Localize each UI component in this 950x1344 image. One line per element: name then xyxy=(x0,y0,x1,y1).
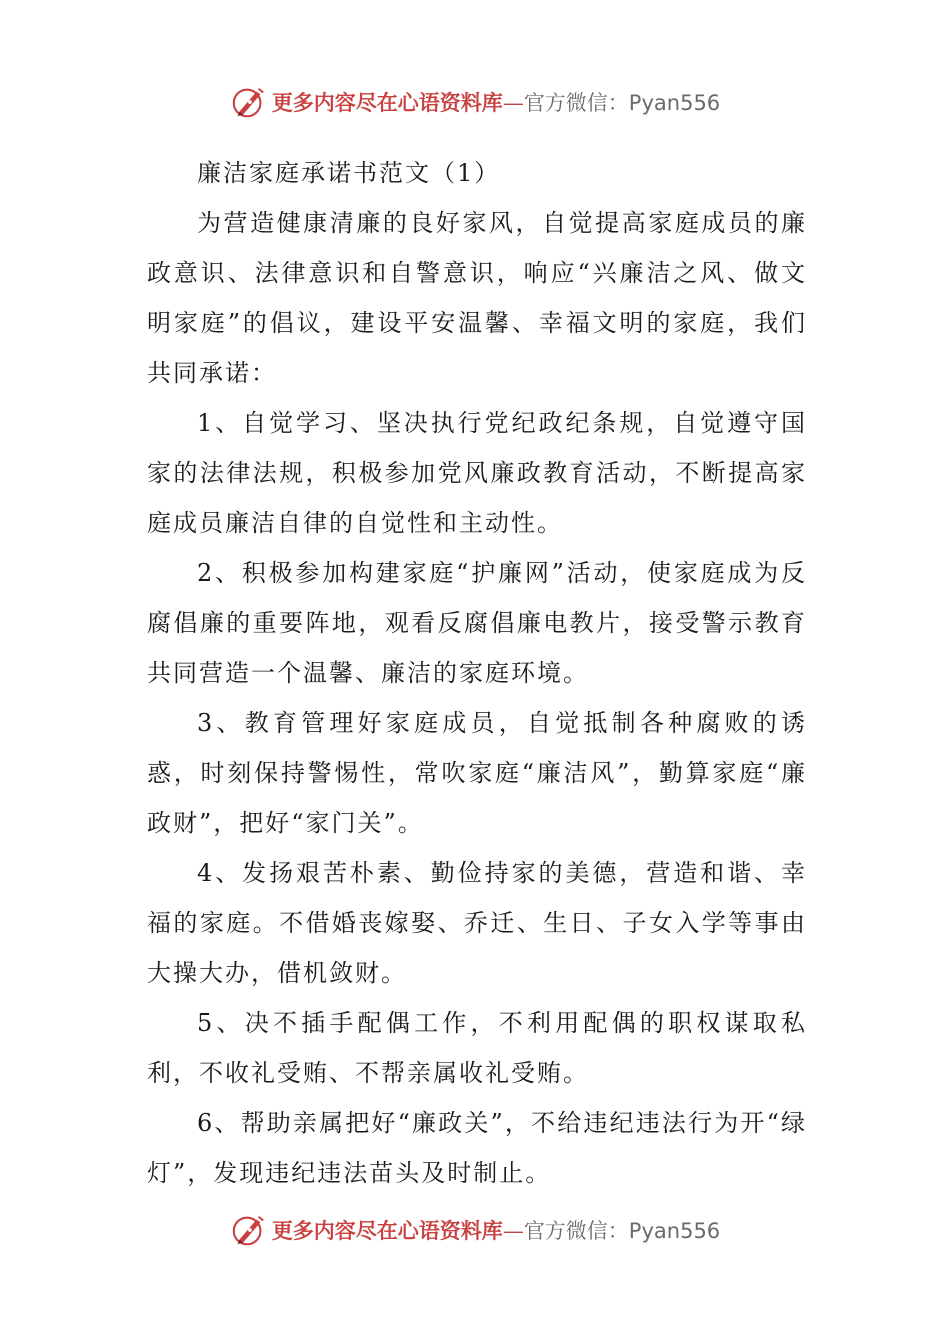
pen-logo-icon xyxy=(230,1211,268,1249)
pen-logo-icon xyxy=(230,83,268,121)
watermark-site: 更多内容尽在心语资料库 xyxy=(271,90,503,115)
watermark-dash: — xyxy=(502,91,524,115)
document-body xyxy=(147,148,807,1198)
watermark-dash: — xyxy=(502,1219,524,1243)
paragraph-item-6: 6、帮助亲属把好“廉政关”，不给违纪违法行为开“绿灯”，发现违纪违法苗头及时制止。 xyxy=(147,1109,807,1187)
paragraph-item-5: 5、决不插手配偶工作，不利用配偶的职权谋取私利，不收礼受贿、不帮亲属收礼受贿。 xyxy=(147,1009,807,1087)
paragraph-intro: 为营造健康清廉的良好家风，自觉提高家庭成员的廉政意识、法律意识和自警意识，响应“兴廉洁之风、做文明家庭”的倡议，建设平安温馨、幸福文明的家庭，我们共同承诺： xyxy=(147,209,807,387)
paragraph-item-4: 4、发扬艰苦朴素、勤俭持家的美德，营造和谐、幸福的家庭。不借婚丧嫁娶、乔迁、生日、子女入学等事由大操大办，借机敛财。 xyxy=(147,859,807,987)
paragraph-item-3: 3、教育管理好家庭成员，自觉抵制各种腐败的诱惑，时刻保持警惕性，常吹家庭“廉洁风”，勤算家庭“廉政财”，把好“家门关”。 xyxy=(147,709,807,837)
watermark-site: 更多内容尽在心语资料库 xyxy=(271,1218,503,1243)
watermark-text xyxy=(272,1215,720,1245)
watermark-text xyxy=(272,87,720,117)
watermark-contact: 官方微信：Pyan556 xyxy=(523,1219,721,1243)
paragraph-item-2: 2、积极参加构建家庭“护廉网”活动，使家庭成为反腐倡廉的重要阵地，观看反腐倡廉电教片，接受警示教育共同营造一个温馨、廉洁的家庭环境。 xyxy=(147,559,807,687)
watermark-header xyxy=(0,80,950,124)
watermark-footer xyxy=(0,1208,950,1252)
paragraph-item-1: 1、自觉学习、坚决执行党纪政纪条规，自觉遵守国家的法律法规，积极参加党风廉政教育活动，不断提高家庭成员廉洁自律的自觉性和主动性。 xyxy=(147,409,807,537)
watermark-contact: 官方微信：Pyan556 xyxy=(523,91,721,115)
document-title: 廉洁家庭承诺书范文（1） xyxy=(197,159,501,187)
